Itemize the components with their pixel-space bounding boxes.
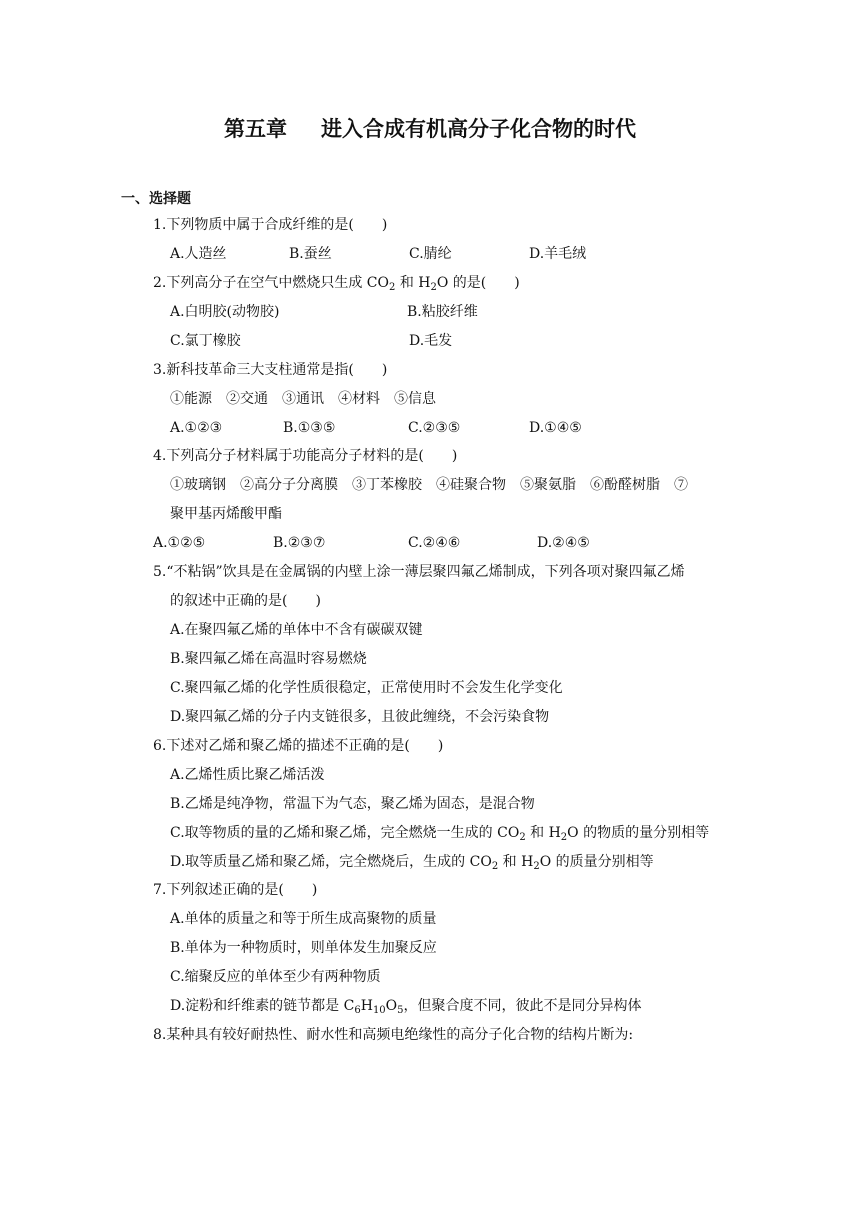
option-b: B.②③⑦ [273, 535, 326, 551]
question-7-option-d: D.淀粉和纤维素的链节都是 $C_6H_{10}O_5$，但聚合度不同，彼此不是同分异构体 [170, 998, 642, 1016]
option-c: C.氯丁橡胶 [170, 333, 241, 349]
question-4-stem: 4.下列高分子材料属于功能高分子材料的是( ) [153, 448, 458, 464]
question-6-option-a: A.乙烯性质比聚乙烯活泼 [170, 767, 325, 783]
option-c: C.②④⑥ [408, 535, 461, 551]
question-7-option-a: A.单体的质量之和等于所生成高聚物的质量 [170, 911, 437, 927]
option-a: A.①②⑤ [153, 535, 206, 551]
question-5-option-c: C.聚四氟乙烯的化学性质很稳定，正常使用时不会发生化学变化 [170, 680, 563, 696]
option-d: D.①④⑤ [529, 420, 582, 436]
question-1-stem: 1.下列物质中属于合成纤维的是( ) [153, 217, 388, 233]
option-b: B.①③⑤ [283, 420, 336, 436]
question-6-option-b: B.乙烯是纯净物，常温下为气态，聚乙烯为固态，是混合物 [170, 796, 535, 812]
chapter-number: 第五章 [224, 117, 287, 141]
question-2-stem: 2.下列高分子在空气中燃烧只生成 $CO_2$ 和 $H_2O$ 的是( ) [153, 275, 520, 293]
option-d: D.羊毛绒 [529, 246, 587, 262]
chapter-name: 进入合成有机高分子化合物的时代 [321, 117, 636, 141]
question-7-option-b: B.单体为一种物质时，则单体发生加聚反应 [170, 940, 437, 956]
option-d: D.毛发 [409, 333, 453, 349]
question-3-items: ①能源 ②交通 ③通讯 ④材料 ⑤信息 [170, 391, 436, 407]
question-3-stem: 3.新科技革命三大支柱通常是指( ) [153, 362, 388, 378]
question-6-option-d: D.取等质量乙烯和聚乙烯，完全燃烧后，生成的 $CO_2$ 和 $H_2O$ 的质量分别相等 [170, 854, 654, 872]
option-a: A.白明胶(动物胶) [170, 304, 280, 320]
option-b: B.蚕丝 [289, 246, 332, 262]
option-c: C.腈纶 [409, 246, 452, 262]
option-b: B.粘胶纤维 [407, 304, 478, 320]
option-a: A.人造丝 [170, 246, 227, 262]
question-4-items-line1: ①玻璃钢 ②高分子分离膜 ③丁苯橡胶 ④硅聚合物 ⑤聚氨脂 ⑥酚醛树脂 ⑦ [170, 477, 688, 493]
question-7-stem: 7.下列叙述正确的是( ) [153, 882, 318, 898]
question-6-option-c: C.取等物质的量的乙烯和聚乙烯，完全燃烧一生成的 $CO_2$ 和 $H_2O$ 的物质的量分别相等 [170, 825, 710, 843]
question-4-items-line2: 聚甲基丙烯酸甲酯 [170, 506, 282, 522]
question-6-stem: 6.下述对乙烯和聚乙烯的描述不正确的是( ) [153, 738, 444, 754]
page-title [0, 113, 860, 143]
option-d: D.②④⑤ [537, 535, 590, 551]
question-5-stem-line2: 的叙述中正确的是( ) [170, 593, 321, 609]
question-5-option-a: A.在聚四氟乙烯的单体中不含有碳碳双键 [170, 622, 423, 638]
section-heading: 一、选择题 [121, 191, 191, 207]
option-a: A.①②③ [170, 420, 223, 436]
question-5-option-b: B.聚四氟乙烯在高温时容易燃烧 [170, 651, 367, 667]
question-8-stem: 8.某种具有较好耐热性、耐水性和高频电绝缘性的高分子化合物的结构片断为: [153, 1027, 634, 1043]
question-5-option-d: D.聚四氟乙烯的分子内支链很多，且彼此缠绕，不会污染食物 [170, 709, 550, 725]
option-c: C.②③⑤ [408, 420, 461, 436]
question-7-option-c: C.缩聚反应的单体至少有两种物质 [170, 969, 381, 985]
question-5-stem-line1: 5.“不粘锅”饮具是在金属锅的内壁上涂一薄层聚四氟乙烯制成，下列各项对聚四氟乙烯 [153, 564, 685, 580]
